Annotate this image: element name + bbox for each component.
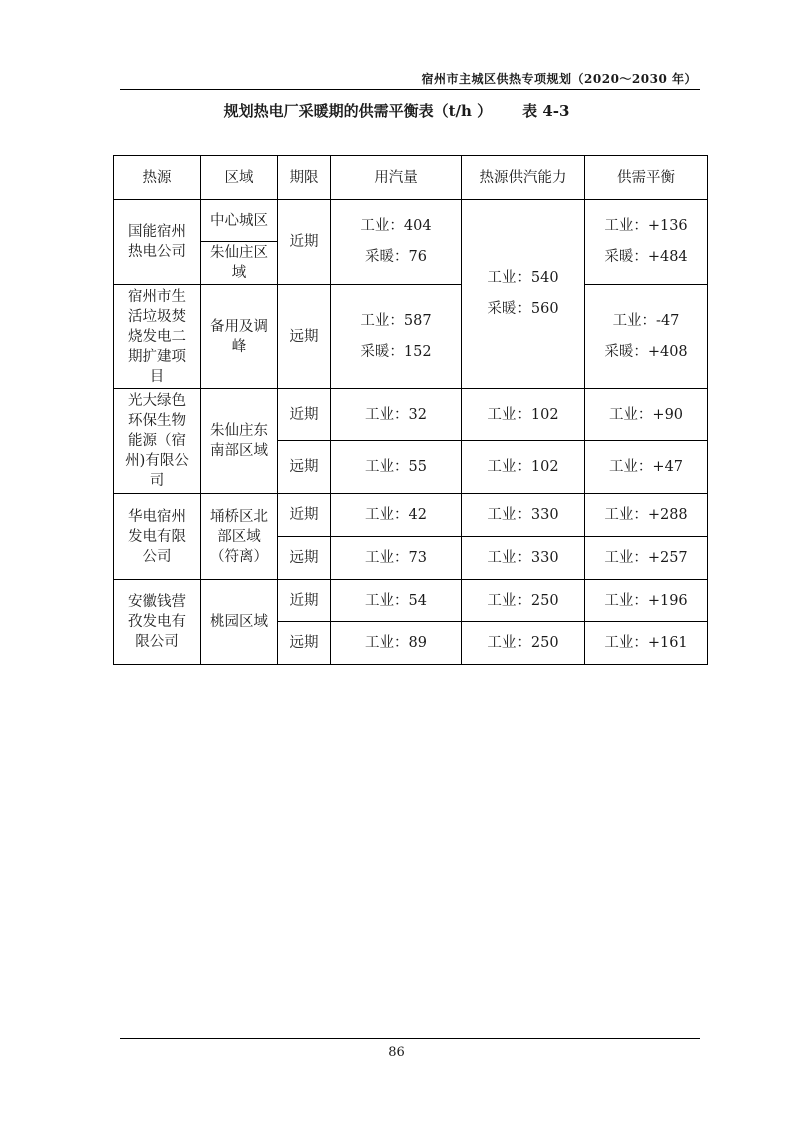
capacity-cell: 工业：330: [462, 494, 585, 537]
capacity-cell: 工业：250: [462, 622, 585, 665]
header-rule: [120, 89, 700, 90]
usage-cell: 工业：89: [331, 622, 462, 665]
header-cell-period: 期限: [278, 156, 331, 200]
running-header: 宿州市主城区供热专项规划（2020～2030 年）: [421, 72, 697, 86]
header-cell-balance: 供需平衡: [585, 156, 708, 200]
table-title-text: 规划热电厂采暖期的供需平衡表（t/h ）: [223, 102, 493, 120]
table-row: [114, 580, 708, 622]
balance-cell: 工业：+257: [585, 537, 708, 580]
balance-cell: 工业：+47: [585, 441, 708, 494]
usage-industrial: 工业：404: [360, 218, 432, 234]
balance-industrial: 工业：-47: [612, 312, 680, 329]
balance-cell: [585, 200, 708, 285]
header-cell-region: 区域: [201, 156, 278, 200]
table-row: [114, 389, 708, 441]
balance-heating: 采暖：+408: [604, 343, 688, 360]
balance-industrial: 工业：+136: [604, 218, 688, 234]
header-cell-usage: 用汽量: [331, 156, 462, 200]
shared-capacity-cell: [462, 200, 585, 389]
period-cell: 近期: [278, 200, 331, 285]
balance-cell: [585, 285, 708, 389]
period-cell: 远期: [278, 441, 331, 494]
footer-rule: [120, 1038, 700, 1039]
period-cell: 近期: [278, 580, 331, 622]
balance-heating: 采暖：+484: [604, 249, 688, 265]
usage-cell: 工业：73: [331, 537, 462, 580]
capacity-cell: 工业：330: [462, 537, 585, 580]
region-cell: 桃园区域: [201, 580, 278, 665]
source-cell: 安徽钱营孜发电有限公司: [114, 580, 201, 665]
period-cell: 远期: [278, 622, 331, 665]
period-cell: 近期: [278, 389, 331, 441]
balance-cell: 工业：+90: [585, 389, 708, 441]
table-title: [0, 100, 793, 121]
table-row: [114, 494, 708, 537]
table-row: [114, 285, 708, 389]
period-cell: 近期: [278, 494, 331, 537]
capacity-heating: 采暖：560: [487, 301, 559, 317]
header-cell-capacity: 热源供汽能力: [462, 156, 585, 200]
region-cell: 朱仙庄区域: [201, 242, 278, 285]
page-number: 86: [388, 1045, 405, 1060]
table-number: 表 4-3: [522, 102, 570, 120]
usage-cell: [331, 285, 462, 389]
capacity-industrial: 工业：540: [487, 270, 559, 286]
capacity-cell: 工业：102: [462, 389, 585, 441]
header-cell-source: 热源: [114, 156, 201, 200]
usage-cell: 工业：55: [331, 441, 462, 494]
usage-industrial: 工业：587: [360, 312, 432, 329]
usage-cell: [331, 200, 462, 285]
usage-cell: 工业：32: [331, 389, 462, 441]
table-header-row: [114, 156, 708, 200]
period-cell: 远期: [278, 537, 331, 580]
region-cell: 埇桥区北部区域（符离）: [201, 494, 278, 580]
supply-demand-table: [113, 155, 708, 665]
balance-cell: 工业：+288: [585, 494, 708, 537]
usage-heating: 采暖：76: [365, 249, 427, 265]
source-cell: 光大绿色环保生物能源（宿州)有限公司: [114, 389, 201, 494]
usage-heating: 采暖：152: [360, 343, 432, 360]
source-cell: 宿州市生活垃圾焚烧发电二期扩建项目: [114, 285, 201, 389]
usage-cell: 工业：54: [331, 580, 462, 622]
capacity-cell: 工业：102: [462, 441, 585, 494]
source-cell: 国能宿州热电公司: [114, 200, 201, 285]
region-cell: 中心城区: [201, 200, 278, 242]
capacity-cell: 工业：250: [462, 580, 585, 622]
period-cell: 远期: [278, 285, 331, 389]
source-cell: 华电宿州发电有限公司: [114, 494, 201, 580]
balance-cell: 工业：+196: [585, 580, 708, 622]
region-cell: 备用及调峰: [201, 285, 278, 389]
balance-cell: 工业：+161: [585, 622, 708, 665]
region-cell: 朱仙庄东南部区域: [201, 389, 278, 494]
usage-cell: 工业：42: [331, 494, 462, 537]
table-row: [114, 200, 708, 242]
